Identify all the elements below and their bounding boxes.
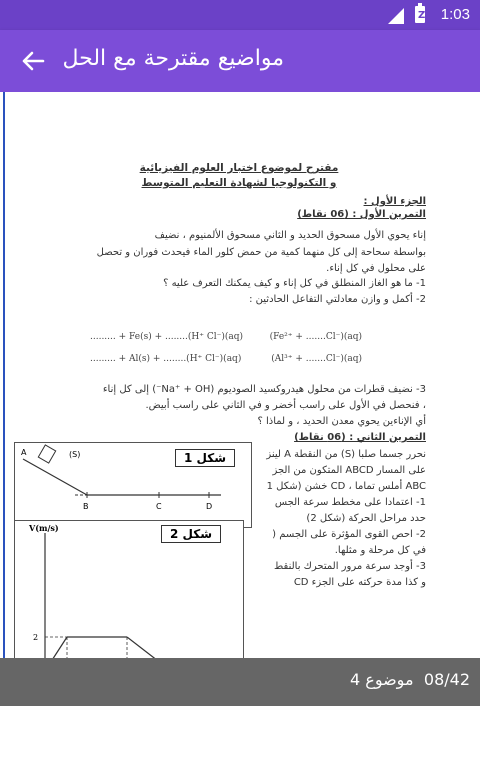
figure-1-label: شكل 1 (175, 449, 235, 467)
status-bar (0, 0, 480, 30)
ex2-line: 1- اعتمادا على مخطط سرعة الجس (274, 497, 426, 508)
ex1-line: على محلول في كل إناء. (326, 263, 426, 274)
ex1-line: 2- أكمل و وازن معادلتي التفاعل الحادثين : (249, 294, 426, 305)
point-c-label: C (156, 502, 162, 511)
ex2-line: في كل مرحلة و مثلها. (334, 545, 426, 556)
body-s-label: (S) (69, 450, 81, 459)
equation-product-aluminium: (Al³⁺ + .......Cl⁻)(aq) (271, 354, 362, 364)
solid-body (38, 445, 55, 463)
ex1-line: 1- ما هو الغاز المنطلق في كل إناء و كيف يمكنك التعرف عليه ؟ (163, 278, 426, 289)
topic-label: موضوع 4 (350, 670, 414, 689)
battery-icon (415, 6, 425, 23)
document-viewer[interactable] (0, 92, 480, 658)
exercise-two-heading: التمرين الثاني : (06 نقاط) (294, 432, 426, 443)
ex2-line: و كذا مدة حركته على الجزء CD (293, 577, 426, 588)
ex2-line: حدد مراحل الحركة (شكل 2) (306, 513, 426, 524)
page-edge-divider (3, 92, 5, 658)
part-one-heading: الجزء الأول : (363, 196, 426, 207)
incline-segment (23, 459, 87, 495)
ex2-line: ABC أملس تماما ، CD خشن (شكل 1 (266, 481, 426, 492)
point-b-label: B (83, 502, 89, 511)
page-counter: 08/42 (423, 670, 470, 689)
back-button[interactable] (16, 44, 50, 78)
point-a-label: A (21, 448, 27, 457)
doc-heading-line1: مقترح لموضوع اختبار العلوم الفيزيائية (139, 162, 339, 174)
ex1-line: إناء يحوي الأول مسحوق الحديد و الثاني مسحوق الألمنيوم ، نضيف (154, 230, 426, 241)
ex1-q3-line: أي الإناءين يحوي معدن الحديد ، و لماذا ؟ (257, 416, 426, 427)
ex1-q3-line: ، فنحصل في الأول على راسب أخضر و في الثاني على راسب أبيض. (145, 400, 426, 411)
exercise-one-heading: التمرين الأول : (06 نقاط) (297, 209, 426, 220)
battery-charge-glyph: Z (418, 10, 426, 21)
app-bar (0, 30, 480, 92)
page-title: مواضيع مقترحة مع الحل (62, 46, 284, 71)
ex2-line: نحرر جسما صلبا (S) من النقطة A لينز (266, 449, 426, 460)
point-d-label: D (206, 502, 213, 511)
ex1-line: بواسطة سحاحة إلى كل منهما كمية من حمض كلور الماء فيحدث فوران و تحصل (96, 247, 426, 258)
status-time: 1:03 (440, 6, 470, 23)
ex2-line: 2- احص القوى المؤثرة على الجسم ( (272, 529, 426, 540)
ex1-q3-line: 3- نضيف قطرات من محلول هيدروكسيد الصوديوم (Na⁺ + OH⁻) إلى كل إناء (102, 384, 426, 395)
arrow-left-icon (16, 44, 50, 78)
figure-2-label: شكل 2 (161, 525, 221, 543)
doc-heading-line2: و التكنولوجيا لشهادة التعليم المتوسط (141, 177, 337, 189)
signal-icon (388, 8, 404, 24)
equation-reactants-aluminium: ......... + Al(s) + ........(H⁺ Cl⁻)(aq) (90, 354, 242, 364)
figure-1-track-diagram (14, 442, 252, 528)
page-indicator-bar (0, 658, 480, 706)
y-axis-label: V(m/s) (29, 523, 59, 533)
ex2-line: 3- أوجد سرعة مرور المتحرك بالنقط (274, 561, 426, 572)
ex2-line: على المسار ABCD المتكون من الجز (272, 465, 426, 476)
equation-product-iron: (Fe²⁺ + .......Cl⁻)(aq) (269, 332, 362, 342)
equation-reactants-iron: ......... + Fe(s) + ........(H⁺ Cl⁻)(aq) (90, 332, 244, 342)
y-tick-label: 2 (33, 633, 39, 642)
